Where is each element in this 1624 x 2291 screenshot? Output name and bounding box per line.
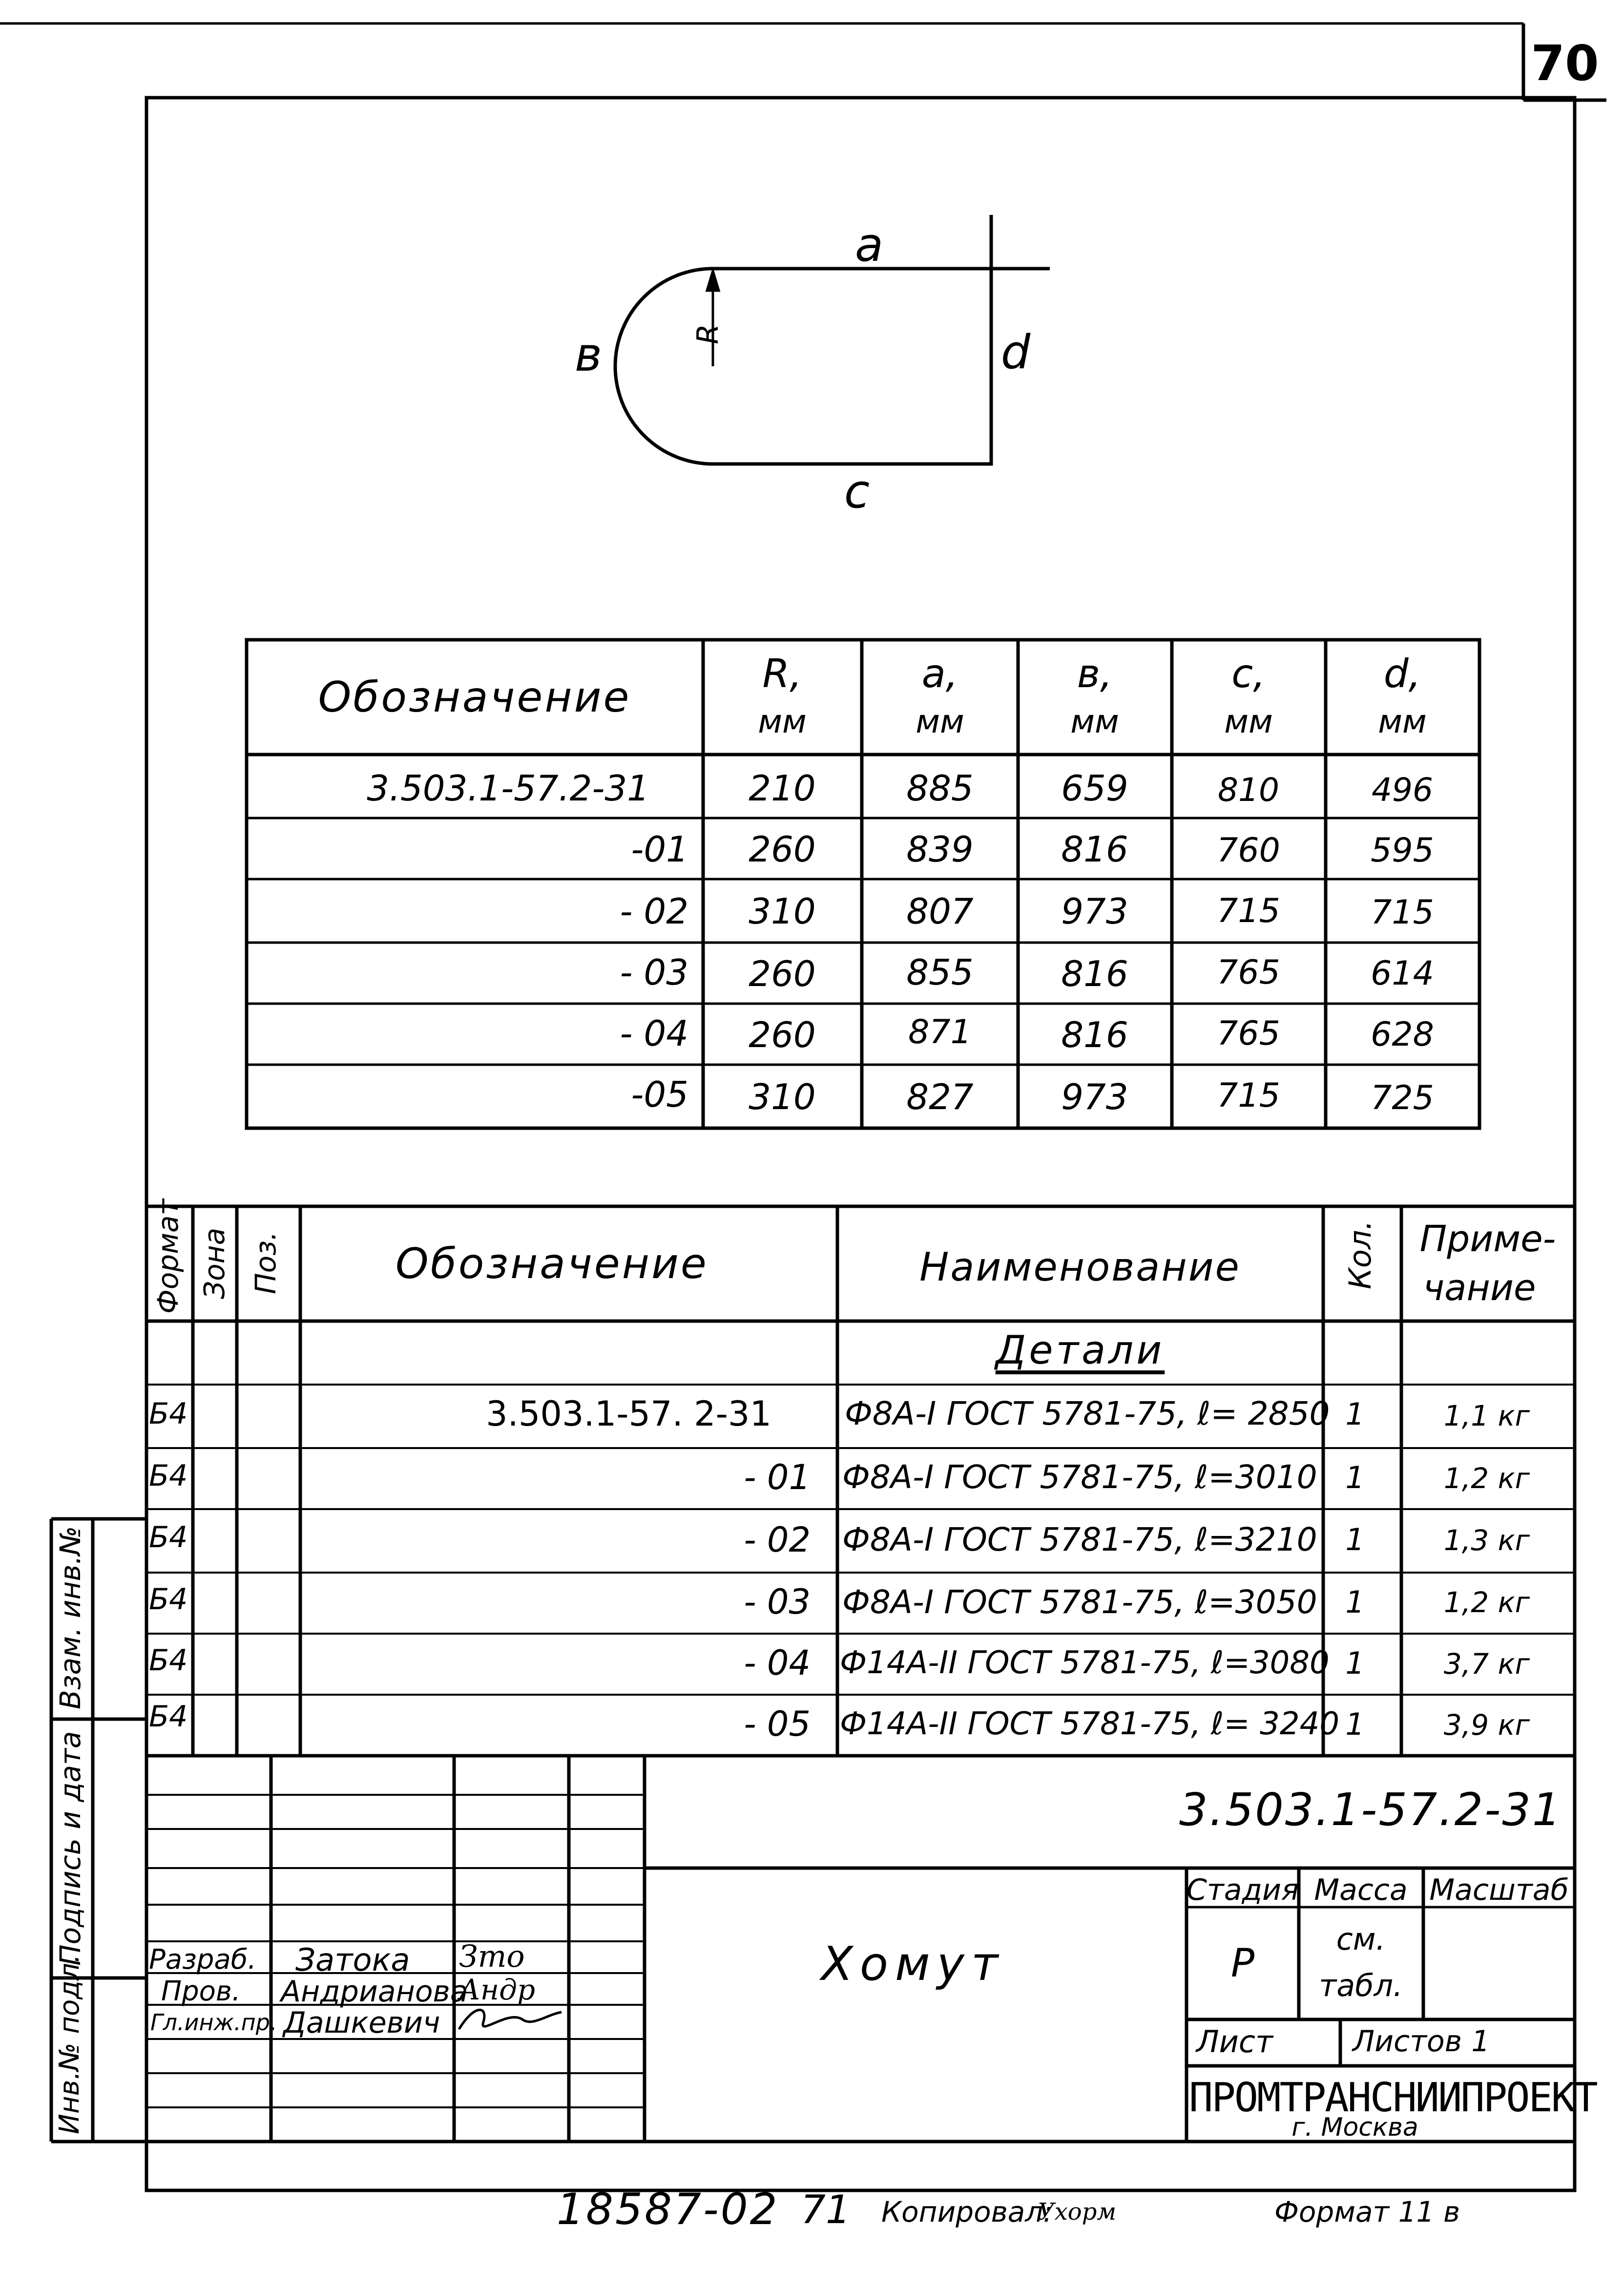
dims-cell-c: 810 bbox=[1218, 771, 1279, 809]
dims-cell-a: 871 bbox=[908, 1013, 972, 1051]
footer-number: 18587-02 bbox=[557, 2184, 779, 2234]
spec-cell-format: Б4 bbox=[149, 1582, 188, 1617]
name-developer: Затока bbox=[295, 1942, 410, 1978]
dims-cell-d: 725 bbox=[1371, 1079, 1434, 1117]
spec-cell-format: Б4 bbox=[149, 1459, 188, 1493]
spec-cell-designation: 3.503.1-57. 2-31 bbox=[486, 1394, 771, 1434]
spec-cell-qty: 1 bbox=[1345, 1522, 1365, 1557]
dims-cell-r: 310 bbox=[749, 1076, 816, 1117]
spec-cell-note: 3,7 кг bbox=[1443, 1647, 1530, 1681]
spec-cell-name: Ф14А-II ГОСТ 5781-75, ℓ= 3240 bbox=[840, 1706, 1340, 1742]
spec-header-qty: Кол. bbox=[1342, 1220, 1378, 1289]
dims-cell-d: 614 bbox=[1371, 954, 1434, 993]
dims-cell-r: 210 bbox=[749, 768, 816, 809]
mass-label: Масса bbox=[1314, 1873, 1408, 1907]
dims-row-id: - 04 bbox=[620, 1013, 688, 1054]
dims-cell-b: 973 bbox=[1061, 1076, 1128, 1117]
spec-cell-format: Б4 bbox=[149, 1700, 188, 1734]
spec-header-name: Наименование bbox=[919, 1244, 1241, 1290]
spec-cell-qty: 1 bbox=[1345, 1584, 1365, 1620]
dims-cell-b: 816 bbox=[1061, 829, 1128, 870]
footer-format: Формат 11 в bbox=[1274, 2195, 1460, 2228]
spec-cell-note: 1,1 кг bbox=[1443, 1399, 1530, 1432]
signature-developer: Зто bbox=[459, 1938, 525, 1974]
stamp-signature-date: Подпись и дата bbox=[54, 1731, 87, 1966]
stamp-inv-original: Инв.№ подл. bbox=[54, 1954, 85, 2134]
dims-header-r-unit: мм bbox=[758, 703, 807, 740]
label-d: d bbox=[1000, 326, 1031, 379]
spec-cell-designation: - 04 bbox=[744, 1643, 811, 1683]
spec-cell-note: 1,2 кг bbox=[1443, 1586, 1530, 1619]
spec-cell-format: Б4 bbox=[149, 1520, 188, 1555]
footer-copied-label: Копировал: bbox=[881, 2195, 1053, 2228]
spec-cell-name: Ф8А-I ГОСТ 5781-75, ℓ=3050 bbox=[842, 1583, 1317, 1621]
name-checker: Андрианова bbox=[281, 1975, 468, 2009]
stage-label: Стадия bbox=[1186, 1873, 1299, 1907]
name-chief-engineer: Дашкевич bbox=[283, 2006, 440, 2040]
spec-cell-note: 3,9 кг bbox=[1443, 1708, 1530, 1742]
dims-cell-r: 260 bbox=[749, 953, 816, 994]
dims-header-d: d, bbox=[1383, 651, 1421, 696]
dims-cell-b: 973 bbox=[1061, 891, 1128, 932]
spec-cell-format: Б4 bbox=[149, 1643, 188, 1678]
spec-cell-qty: 1 bbox=[1345, 1645, 1365, 1681]
label-radius: R bbox=[691, 324, 725, 344]
spec-section-title: Детали bbox=[995, 1327, 1165, 1373]
label-b: в bbox=[575, 328, 602, 382]
dims-cell-a: 807 bbox=[906, 891, 974, 932]
footer-copied-signature: Ухорм bbox=[1038, 2198, 1117, 2226]
spec-header-zone: Зона bbox=[198, 1227, 231, 1299]
spec-cell-designation: - 03 bbox=[744, 1582, 811, 1622]
spec-cell-note: 1,3 кг bbox=[1443, 1524, 1530, 1557]
dims-header-a-unit: мм bbox=[916, 703, 964, 740]
dims-cell-d: 715 bbox=[1371, 893, 1434, 932]
role-chief-engineer: Гл.инж.пр. bbox=[150, 2009, 277, 2036]
sheet-label: Лист bbox=[1196, 2024, 1273, 2060]
spec-cell-qty: 1 bbox=[1345, 1706, 1365, 1742]
signature-checker: Андр bbox=[459, 1973, 536, 2006]
spec-header-note-1: Приме- bbox=[1419, 1218, 1556, 1260]
label-c: c bbox=[844, 465, 870, 519]
dims-cell-c: 760 bbox=[1217, 831, 1280, 870]
spec-cell-designation: - 02 bbox=[744, 1520, 811, 1560]
spec-header-format: Формат bbox=[151, 1198, 185, 1314]
sheets-count: Листов 1 bbox=[1353, 2024, 1490, 2059]
spec-cell-name: Ф8А-I ГОСТ 5781-75, ℓ=3010 bbox=[842, 1458, 1317, 1496]
spec-cell-name: Ф8А-I ГОСТ 5781-75, ℓ= 2850 bbox=[845, 1395, 1330, 1432]
dims-cell-c: 765 bbox=[1217, 1014, 1280, 1053]
dims-header-designation: Обозначение bbox=[318, 673, 631, 722]
dims-cell-c: 715 bbox=[1217, 892, 1280, 930]
spec-cell-note: 1,2 кг bbox=[1443, 1462, 1530, 1495]
dims-row-id: - 02 bbox=[620, 891, 688, 932]
dims-row-id: -01 bbox=[631, 829, 688, 870]
dims-header-r: R, bbox=[762, 651, 802, 696]
doc-number: 3.503.1-57.2-31 bbox=[1179, 1784, 1562, 1836]
dims-header-c-unit: мм bbox=[1224, 703, 1273, 740]
dims-row-id: -05 bbox=[631, 1074, 688, 1115]
dims-cell-r: 260 bbox=[749, 829, 816, 870]
dims-header-c: c, bbox=[1231, 651, 1266, 696]
dims-cell-c: 715 bbox=[1217, 1076, 1280, 1115]
dims-header-a: a, bbox=[921, 651, 958, 696]
spec-cell-qty: 1 bbox=[1345, 1460, 1365, 1495]
spec-cell-format: Б4 bbox=[149, 1397, 188, 1431]
organization-name: ПРОМТРАНСНИИПРОЕКТ bbox=[1189, 2075, 1597, 2121]
dims-cell-d: 496 bbox=[1372, 771, 1433, 809]
dims-row-id: - 03 bbox=[620, 952, 688, 993]
spec-header-designation: Обозначение bbox=[396, 1240, 708, 1288]
signature-chief-engineer-mark bbox=[454, 2000, 566, 2039]
spec-header-note-2: чание bbox=[1423, 1267, 1536, 1309]
role-developer: Разраб. bbox=[149, 1944, 257, 1976]
dims-cell-r: 310 bbox=[749, 891, 816, 932]
dims-row-id: 3.503.1-57.2-31 bbox=[367, 768, 649, 809]
doc-title: Хомут bbox=[821, 1937, 1005, 1991]
stamp-inv-replace: Взам. инв.№ bbox=[54, 1526, 87, 1709]
dims-cell-a: 839 bbox=[906, 829, 974, 870]
dims-cell-b: 816 bbox=[1061, 953, 1128, 994]
role-checker: Пров. bbox=[161, 1976, 241, 2007]
dims-header-b: в, bbox=[1077, 651, 1113, 696]
footer-page: 71 bbox=[801, 2187, 851, 2232]
mass-value-2: табл. bbox=[1319, 1968, 1403, 2003]
spec-cell-qty: 1 bbox=[1345, 1396, 1365, 1432]
dims-cell-r: 260 bbox=[749, 1014, 816, 1055]
stage-value: Р bbox=[1230, 1940, 1255, 1986]
spec-cell-designation: - 05 bbox=[744, 1704, 811, 1744]
scale-label: Масштаб bbox=[1429, 1873, 1569, 1907]
dims-cell-a: 855 bbox=[906, 952, 974, 993]
dims-cell-d: 628 bbox=[1371, 1015, 1434, 1054]
spec-cell-name: Ф8А-I ГОСТ 5781-75, ℓ=3210 bbox=[842, 1521, 1317, 1558]
spec-cell-designation: - 01 bbox=[744, 1457, 811, 1497]
dims-cell-c: 765 bbox=[1217, 953, 1280, 992]
dims-header-d-unit: мм bbox=[1378, 703, 1427, 740]
dims-cell-a: 827 bbox=[906, 1076, 974, 1117]
mass-value-1: см. bbox=[1336, 1921, 1386, 1957]
dims-cell-b: 659 bbox=[1061, 768, 1128, 809]
dims-cell-a: 885 bbox=[906, 768, 974, 809]
spec-cell-name: Ф14А-II ГОСТ 5781-75, ℓ=3080 bbox=[840, 1645, 1330, 1681]
organization-city: г. Москва bbox=[1291, 2113, 1418, 2142]
dims-cell-b: 816 bbox=[1061, 1014, 1128, 1055]
spec-header-pos: Поз. bbox=[249, 1231, 282, 1294]
dims-cell-d: 595 bbox=[1371, 831, 1434, 870]
sheet-number: 70 bbox=[1531, 35, 1599, 92]
dims-header-b-unit: мм bbox=[1070, 703, 1119, 740]
label-a: a bbox=[854, 218, 884, 272]
